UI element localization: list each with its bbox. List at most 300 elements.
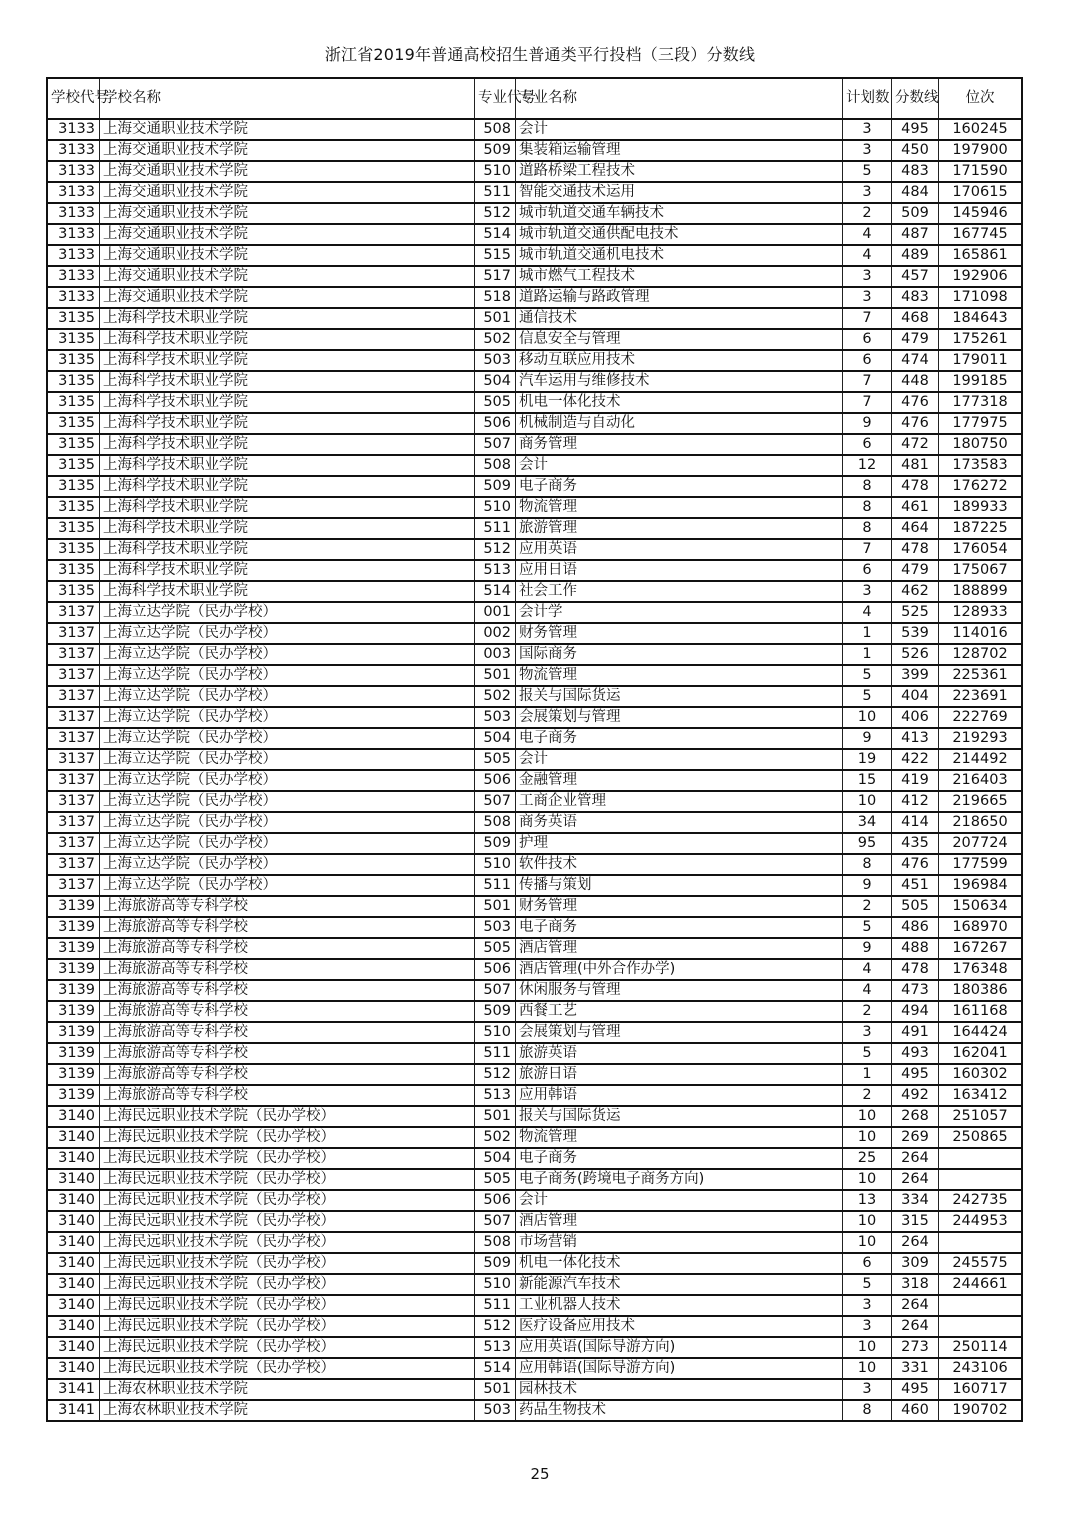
cell-rank: 216403 bbox=[939, 770, 1023, 791]
cell-school-name: 上海立达学院（民办学校） bbox=[100, 665, 475, 686]
cell-school-name: 上海交通职业技术学院 bbox=[100, 245, 475, 266]
cell-major-name: 机械制造与自动化 bbox=[516, 413, 843, 434]
cell-major-code: 503 bbox=[475, 707, 516, 728]
cell-school-code: 3135 bbox=[47, 518, 100, 539]
cell-major-name: 会展策划与管理 bbox=[516, 1022, 843, 1043]
table-row bbox=[47, 707, 1022, 728]
cell-score: 457 bbox=[892, 266, 939, 287]
cell-school-code: 3137 bbox=[47, 644, 100, 665]
cell-plan: 19 bbox=[843, 749, 892, 770]
cell-rank: 177975 bbox=[939, 413, 1023, 434]
cell-score: 273 bbox=[892, 1337, 939, 1358]
cell-major-code: 502 bbox=[475, 686, 516, 707]
cell-school-code: 3135 bbox=[47, 350, 100, 371]
cell-school-code: 3133 bbox=[47, 182, 100, 203]
cell-major-name: 智能交通技术运用 bbox=[516, 182, 843, 203]
cell-major-code: 508 bbox=[475, 812, 516, 833]
cell-rank: 251057 bbox=[939, 1106, 1023, 1127]
cell-rank: 250865 bbox=[939, 1127, 1023, 1148]
cell-major-code: 514 bbox=[475, 224, 516, 245]
cell-plan: 10 bbox=[843, 791, 892, 812]
cell-rank: 145946 bbox=[939, 203, 1023, 224]
cell-school-code: 3139 bbox=[47, 896, 100, 917]
cell-score: 474 bbox=[892, 350, 939, 371]
cell-rank: 168970 bbox=[939, 917, 1023, 938]
cell-major-code: 513 bbox=[475, 1085, 516, 1106]
cell-school-name: 上海立达学院（民办学校） bbox=[100, 623, 475, 644]
cell-school-name: 上海民远职业技术学院（民办学校） bbox=[100, 1211, 475, 1232]
table-row bbox=[47, 665, 1022, 686]
cell-school-name: 上海交通职业技术学院 bbox=[100, 182, 475, 203]
cell-school-code: 3140 bbox=[47, 1316, 100, 1337]
cell-major-name: 国际商务 bbox=[516, 644, 843, 665]
cell-plan: 8 bbox=[843, 518, 892, 539]
cell-major-code: 511 bbox=[475, 182, 516, 203]
cell-major-name: 应用韩语(国际导游方向) bbox=[516, 1358, 843, 1379]
cell-plan: 10 bbox=[843, 1106, 892, 1127]
cell-school-name: 上海科学技术职业学院 bbox=[100, 455, 475, 476]
cell-school-code: 3135 bbox=[47, 476, 100, 497]
cell-rank: 188899 bbox=[939, 581, 1023, 602]
cell-plan: 4 bbox=[843, 245, 892, 266]
table-row bbox=[47, 1337, 1022, 1358]
cell-score: 448 bbox=[892, 371, 939, 392]
cell-major-name: 会计 bbox=[516, 119, 843, 140]
cell-major-code: 511 bbox=[475, 518, 516, 539]
cell-school-code: 3140 bbox=[47, 1106, 100, 1127]
cell-score: 539 bbox=[892, 623, 939, 644]
cell-school-code: 3133 bbox=[47, 245, 100, 266]
table-row bbox=[47, 1127, 1022, 1148]
cell-rank: 223691 bbox=[939, 686, 1023, 707]
cell-school-name: 上海科学技术职业学院 bbox=[100, 434, 475, 455]
cell-plan: 1 bbox=[843, 1064, 892, 1085]
cell-rank: 177599 bbox=[939, 854, 1023, 875]
cell-school-name: 上海民远职业技术学院（民办学校） bbox=[100, 1316, 475, 1337]
cell-school-name: 上海立达学院（民办学校） bbox=[100, 707, 475, 728]
cell-school-code: 3137 bbox=[47, 623, 100, 644]
table-row bbox=[47, 875, 1022, 896]
cell-major-name: 西餐工艺 bbox=[516, 1001, 843, 1022]
cell-school-code: 3137 bbox=[47, 749, 100, 770]
cell-major-code: 511 bbox=[475, 1295, 516, 1316]
cell-major-name: 商务英语 bbox=[516, 812, 843, 833]
cell-major-code: 509 bbox=[475, 1001, 516, 1022]
cell-plan: 10 bbox=[843, 707, 892, 728]
cell-school-name: 上海科学技术职业学院 bbox=[100, 476, 475, 497]
table-row bbox=[47, 896, 1022, 917]
table-row bbox=[47, 1274, 1022, 1295]
cell-score: 331 bbox=[892, 1358, 939, 1379]
cell-school-name: 上海立达学院（民办学校） bbox=[100, 728, 475, 749]
cell-score: 509 bbox=[892, 203, 939, 224]
table-row bbox=[47, 959, 1022, 980]
cell-school-code: 3135 bbox=[47, 497, 100, 518]
cell-school-code: 3137 bbox=[47, 728, 100, 749]
cell-school-code: 3140 bbox=[47, 1169, 100, 1190]
cell-school-code: 3133 bbox=[47, 161, 100, 182]
cell-major-code: 505 bbox=[475, 938, 516, 959]
cell-school-code: 3135 bbox=[47, 308, 100, 329]
cell-score: 412 bbox=[892, 791, 939, 812]
cell-plan: 4 bbox=[843, 224, 892, 245]
cell-major-name: 集装箱运输管理 bbox=[516, 140, 843, 161]
cell-major-name: 会计学 bbox=[516, 602, 843, 623]
cell-school-name: 上海民远职业技术学院（民办学校） bbox=[100, 1190, 475, 1211]
cell-rank: 171590 bbox=[939, 161, 1023, 182]
cell-school-code: 3140 bbox=[47, 1274, 100, 1295]
cell-plan: 7 bbox=[843, 308, 892, 329]
cell-plan: 34 bbox=[843, 812, 892, 833]
cell-rank: 128933 bbox=[939, 602, 1023, 623]
cell-score: 450 bbox=[892, 140, 939, 161]
cell-score: 491 bbox=[892, 1022, 939, 1043]
cell-major-code: 503 bbox=[475, 1400, 516, 1421]
cell-school-name: 上海民远职业技术学院（民办学校） bbox=[100, 1148, 475, 1169]
cell-school-name: 上海科学技术职业学院 bbox=[100, 329, 475, 350]
cell-major-name: 传播与策划 bbox=[516, 875, 843, 896]
cell-major-code: 501 bbox=[475, 896, 516, 917]
cell-rank: 192906 bbox=[939, 266, 1023, 287]
cell-rank: 207724 bbox=[939, 833, 1023, 854]
cell-major-code: 511 bbox=[475, 1043, 516, 1064]
cell-school-name: 上海民远职业技术学院（民办学校） bbox=[100, 1253, 475, 1274]
cell-score: 264 bbox=[892, 1169, 939, 1190]
cell-school-name: 上海科学技术职业学院 bbox=[100, 560, 475, 581]
cell-school-name: 上海民远职业技术学院（民办学校） bbox=[100, 1358, 475, 1379]
cell-school-name: 上海立达学院（民办学校） bbox=[100, 602, 475, 623]
cell-score: 495 bbox=[892, 1064, 939, 1085]
table-row bbox=[47, 1295, 1022, 1316]
cell-major-name: 酒店管理 bbox=[516, 1211, 843, 1232]
cell-rank: 176272 bbox=[939, 476, 1023, 497]
cell-major-code: 510 bbox=[475, 497, 516, 518]
cell-plan: 9 bbox=[843, 728, 892, 749]
cell-rank: 162041 bbox=[939, 1043, 1023, 1064]
cell-plan: 3 bbox=[843, 182, 892, 203]
cell-score: 479 bbox=[892, 560, 939, 581]
cell-score: 451 bbox=[892, 875, 939, 896]
cell-rank: 165861 bbox=[939, 245, 1023, 266]
cell-plan: 10 bbox=[843, 1358, 892, 1379]
cell-major-name: 机电一体化技术 bbox=[516, 1253, 843, 1274]
cell-plan: 6 bbox=[843, 329, 892, 350]
cell-rank: 180386 bbox=[939, 980, 1023, 1001]
cell-major-code: 507 bbox=[475, 1211, 516, 1232]
cell-major-code: 507 bbox=[475, 434, 516, 455]
cell-score: 309 bbox=[892, 1253, 939, 1274]
cell-major-code: 504 bbox=[475, 1148, 516, 1169]
cell-score: 419 bbox=[892, 770, 939, 791]
cell-score: 476 bbox=[892, 413, 939, 434]
table-row bbox=[47, 833, 1022, 854]
cell-score: 413 bbox=[892, 728, 939, 749]
cell-major-name: 移动互联应用技术 bbox=[516, 350, 843, 371]
cell-score: 404 bbox=[892, 686, 939, 707]
cell-rank: 190702 bbox=[939, 1400, 1023, 1421]
cell-plan: 7 bbox=[843, 371, 892, 392]
cell-school-name: 上海立达学院（民办学校） bbox=[100, 770, 475, 791]
header-major-name: 专业名称 bbox=[516, 78, 843, 119]
cell-plan: 4 bbox=[843, 980, 892, 1001]
cell-score: 264 bbox=[892, 1295, 939, 1316]
cell-school-code: 3139 bbox=[47, 938, 100, 959]
cell-school-name: 上海交通职业技术学院 bbox=[100, 287, 475, 308]
header-score: 分数线 bbox=[892, 78, 939, 119]
cell-plan: 4 bbox=[843, 959, 892, 980]
cell-major-code: 513 bbox=[475, 1337, 516, 1358]
cell-plan: 10 bbox=[843, 1211, 892, 1232]
cell-major-name: 药品生物技术 bbox=[516, 1400, 843, 1421]
cell-school-name: 上海立达学院（民办学校） bbox=[100, 854, 475, 875]
cell-school-code: 3135 bbox=[47, 371, 100, 392]
cell-school-name: 上海科学技术职业学院 bbox=[100, 539, 475, 560]
cell-plan: 8 bbox=[843, 476, 892, 497]
cell-school-name: 上海旅游高等专科学校 bbox=[100, 938, 475, 959]
cell-major-name: 电子商务 bbox=[516, 917, 843, 938]
cell-school-code: 3137 bbox=[47, 665, 100, 686]
cell-major-code: 503 bbox=[475, 350, 516, 371]
cell-major-name: 应用英语 bbox=[516, 539, 843, 560]
table-row bbox=[47, 266, 1022, 287]
table-row bbox=[47, 182, 1022, 203]
cell-major-code: 512 bbox=[475, 1316, 516, 1337]
cell-score: 460 bbox=[892, 1400, 939, 1421]
cell-school-name: 上海科学技术职业学院 bbox=[100, 518, 475, 539]
cell-major-name: 财务管理 bbox=[516, 623, 843, 644]
cell-plan: 9 bbox=[843, 875, 892, 896]
cell-plan: 6 bbox=[843, 1253, 892, 1274]
cell-major-code: 505 bbox=[475, 749, 516, 770]
cell-plan: 13 bbox=[843, 1190, 892, 1211]
table-row bbox=[47, 1190, 1022, 1211]
cell-major-name: 道路桥梁工程技术 bbox=[516, 161, 843, 182]
cell-major-name: 工商企业管理 bbox=[516, 791, 843, 812]
cell-major-name: 新能源汽车技术 bbox=[516, 1274, 843, 1295]
cell-plan: 1 bbox=[843, 623, 892, 644]
cell-plan: 8 bbox=[843, 497, 892, 518]
cell-school-code: 3139 bbox=[47, 980, 100, 1001]
cell-school-name: 上海旅游高等专科学校 bbox=[100, 1001, 475, 1022]
cell-score: 334 bbox=[892, 1190, 939, 1211]
cell-major-name: 电子商务 bbox=[516, 728, 843, 749]
cell-school-name: 上海民远职业技术学院（民办学校） bbox=[100, 1232, 475, 1253]
cell-school-code: 3140 bbox=[47, 1253, 100, 1274]
cell-school-name: 上海交通职业技术学院 bbox=[100, 266, 475, 287]
table-row bbox=[47, 602, 1022, 623]
cell-major-name: 酒店管理 bbox=[516, 938, 843, 959]
cell-major-code: 501 bbox=[475, 1379, 516, 1400]
cell-rank: 170615 bbox=[939, 182, 1023, 203]
cell-score: 318 bbox=[892, 1274, 939, 1295]
table-row bbox=[47, 539, 1022, 560]
cell-rank: 243106 bbox=[939, 1358, 1023, 1379]
cell-major-name: 报关与国际货运 bbox=[516, 1106, 843, 1127]
cell-rank: 163412 bbox=[939, 1085, 1023, 1106]
cell-major-code: 509 bbox=[475, 833, 516, 854]
table-row bbox=[47, 1043, 1022, 1064]
cell-school-code: 3137 bbox=[47, 875, 100, 896]
cell-school-code: 3133 bbox=[47, 266, 100, 287]
cell-rank: 179011 bbox=[939, 350, 1023, 371]
cell-major-code: 508 bbox=[475, 455, 516, 476]
cell-major-code: 510 bbox=[475, 854, 516, 875]
cell-major-name: 会展策划与管理 bbox=[516, 707, 843, 728]
cell-school-code: 3140 bbox=[47, 1337, 100, 1358]
cell-major-name: 物流管理 bbox=[516, 497, 843, 518]
cell-major-code: 512 bbox=[475, 1064, 516, 1085]
cell-plan: 1 bbox=[843, 644, 892, 665]
table-row bbox=[47, 791, 1022, 812]
table-row bbox=[47, 392, 1022, 413]
cell-rank: 250114 bbox=[939, 1337, 1023, 1358]
cell-major-code: 508 bbox=[475, 119, 516, 140]
cell-school-code: 3139 bbox=[47, 1022, 100, 1043]
cell-school-name: 上海农林职业技术学院 bbox=[100, 1400, 475, 1421]
cell-school-code: 3140 bbox=[47, 1211, 100, 1232]
table-row bbox=[47, 728, 1022, 749]
cell-major-code: 510 bbox=[475, 1022, 516, 1043]
cell-rank bbox=[939, 1169, 1023, 1190]
cell-rank: 222769 bbox=[939, 707, 1023, 728]
cell-school-name: 上海旅游高等专科学校 bbox=[100, 1022, 475, 1043]
table-row bbox=[47, 686, 1022, 707]
cell-major-name: 商务管理 bbox=[516, 434, 843, 455]
cell-major-code: 504 bbox=[475, 371, 516, 392]
cell-major-code: 506 bbox=[475, 1190, 516, 1211]
table-row bbox=[47, 770, 1022, 791]
cell-school-name: 上海立达学院（民办学校） bbox=[100, 812, 475, 833]
cell-major-code: 511 bbox=[475, 875, 516, 896]
cell-rank: 219293 bbox=[939, 728, 1023, 749]
cell-rank: 171098 bbox=[939, 287, 1023, 308]
cell-school-code: 3133 bbox=[47, 140, 100, 161]
cell-major-code: 504 bbox=[475, 728, 516, 749]
cell-major-code: 512 bbox=[475, 203, 516, 224]
cell-score: 525 bbox=[892, 602, 939, 623]
table-row bbox=[47, 287, 1022, 308]
cell-score: 399 bbox=[892, 665, 939, 686]
cell-rank: 176054 bbox=[939, 539, 1023, 560]
cell-rank: 189933 bbox=[939, 497, 1023, 518]
cell-school-code: 3137 bbox=[47, 854, 100, 875]
cell-school-code: 3139 bbox=[47, 1085, 100, 1106]
table-row bbox=[47, 1085, 1022, 1106]
table-row bbox=[47, 854, 1022, 875]
cell-score: 505 bbox=[892, 896, 939, 917]
cell-school-name: 上海立达学院（民办学校） bbox=[100, 875, 475, 896]
cell-major-name: 工业机器人技术 bbox=[516, 1295, 843, 1316]
table-row bbox=[47, 812, 1022, 833]
cell-major-code: 507 bbox=[475, 980, 516, 1001]
table-row bbox=[47, 1232, 1022, 1253]
cell-rank: 164424 bbox=[939, 1022, 1023, 1043]
table-row bbox=[47, 644, 1022, 665]
cell-plan: 15 bbox=[843, 770, 892, 791]
cell-score: 269 bbox=[892, 1127, 939, 1148]
cell-rank: 160717 bbox=[939, 1379, 1023, 1400]
cell-rank: 219665 bbox=[939, 791, 1023, 812]
table-row bbox=[47, 1022, 1022, 1043]
cell-school-name: 上海交通职业技术学院 bbox=[100, 224, 475, 245]
cell-school-name: 上海民远职业技术学院（民办学校） bbox=[100, 1106, 475, 1127]
cell-major-name: 园林技术 bbox=[516, 1379, 843, 1400]
cell-plan: 8 bbox=[843, 1400, 892, 1421]
cell-major-name: 应用英语(国际导游方向) bbox=[516, 1337, 843, 1358]
cell-major-code: 002 bbox=[475, 623, 516, 644]
cell-rank: 184643 bbox=[939, 308, 1023, 329]
cell-rank: 245575 bbox=[939, 1253, 1023, 1274]
cell-school-name: 上海科学技术职业学院 bbox=[100, 581, 475, 602]
header-school-code: 学校代号 bbox=[47, 78, 100, 119]
cell-score: 478 bbox=[892, 539, 939, 560]
cell-rank: 180750 bbox=[939, 434, 1023, 455]
cell-score: 476 bbox=[892, 392, 939, 413]
cell-plan: 8 bbox=[843, 854, 892, 875]
cell-school-name: 上海民远职业技术学院（民办学校） bbox=[100, 1169, 475, 1190]
cell-plan: 9 bbox=[843, 938, 892, 959]
cell-plan: 5 bbox=[843, 665, 892, 686]
cell-rank: 187225 bbox=[939, 518, 1023, 539]
cell-score: 464 bbox=[892, 518, 939, 539]
cell-major-code: 502 bbox=[475, 329, 516, 350]
cell-school-code: 3137 bbox=[47, 812, 100, 833]
table-row bbox=[47, 413, 1022, 434]
table-row bbox=[47, 308, 1022, 329]
cell-score: 264 bbox=[892, 1232, 939, 1253]
cell-school-name: 上海科学技术职业学院 bbox=[100, 308, 475, 329]
cell-plan: 3 bbox=[843, 1379, 892, 1400]
cell-rank: 167267 bbox=[939, 938, 1023, 959]
cell-score: 489 bbox=[892, 245, 939, 266]
cell-major-code: 003 bbox=[475, 644, 516, 665]
cell-major-name: 电子商务 bbox=[516, 1148, 843, 1169]
cell-school-code: 3139 bbox=[47, 959, 100, 980]
cell-score: 479 bbox=[892, 329, 939, 350]
table-row bbox=[47, 497, 1022, 518]
cell-school-name: 上海旅游高等专科学校 bbox=[100, 959, 475, 980]
cell-rank: 225361 bbox=[939, 665, 1023, 686]
cell-score: 462 bbox=[892, 581, 939, 602]
cell-score: 526 bbox=[892, 644, 939, 665]
cell-major-name: 信息安全与管理 bbox=[516, 329, 843, 350]
cell-score: 476 bbox=[892, 854, 939, 875]
cell-plan: 3 bbox=[843, 266, 892, 287]
cell-plan: 2 bbox=[843, 1001, 892, 1022]
cell-school-code: 3135 bbox=[47, 434, 100, 455]
table-row bbox=[47, 350, 1022, 371]
cell-plan: 5 bbox=[843, 917, 892, 938]
table-row bbox=[47, 203, 1022, 224]
cell-school-code: 3133 bbox=[47, 203, 100, 224]
cell-rank: 244661 bbox=[939, 1274, 1023, 1295]
cell-major-name: 市场营销 bbox=[516, 1232, 843, 1253]
cell-major-name: 旅游管理 bbox=[516, 518, 843, 539]
cell-rank: 114016 bbox=[939, 623, 1023, 644]
cell-major-code: 510 bbox=[475, 161, 516, 182]
cell-school-code: 3140 bbox=[47, 1190, 100, 1211]
cell-plan: 7 bbox=[843, 539, 892, 560]
cell-school-code: 3133 bbox=[47, 119, 100, 140]
table-row bbox=[47, 119, 1022, 140]
cell-school-code: 3140 bbox=[47, 1232, 100, 1253]
cell-major-name: 城市轨道交通机电技术 bbox=[516, 245, 843, 266]
cell-plan: 4 bbox=[843, 602, 892, 623]
cell-school-name: 上海科学技术职业学院 bbox=[100, 371, 475, 392]
cell-plan: 2 bbox=[843, 896, 892, 917]
cell-score: 494 bbox=[892, 1001, 939, 1022]
table-row bbox=[47, 140, 1022, 161]
